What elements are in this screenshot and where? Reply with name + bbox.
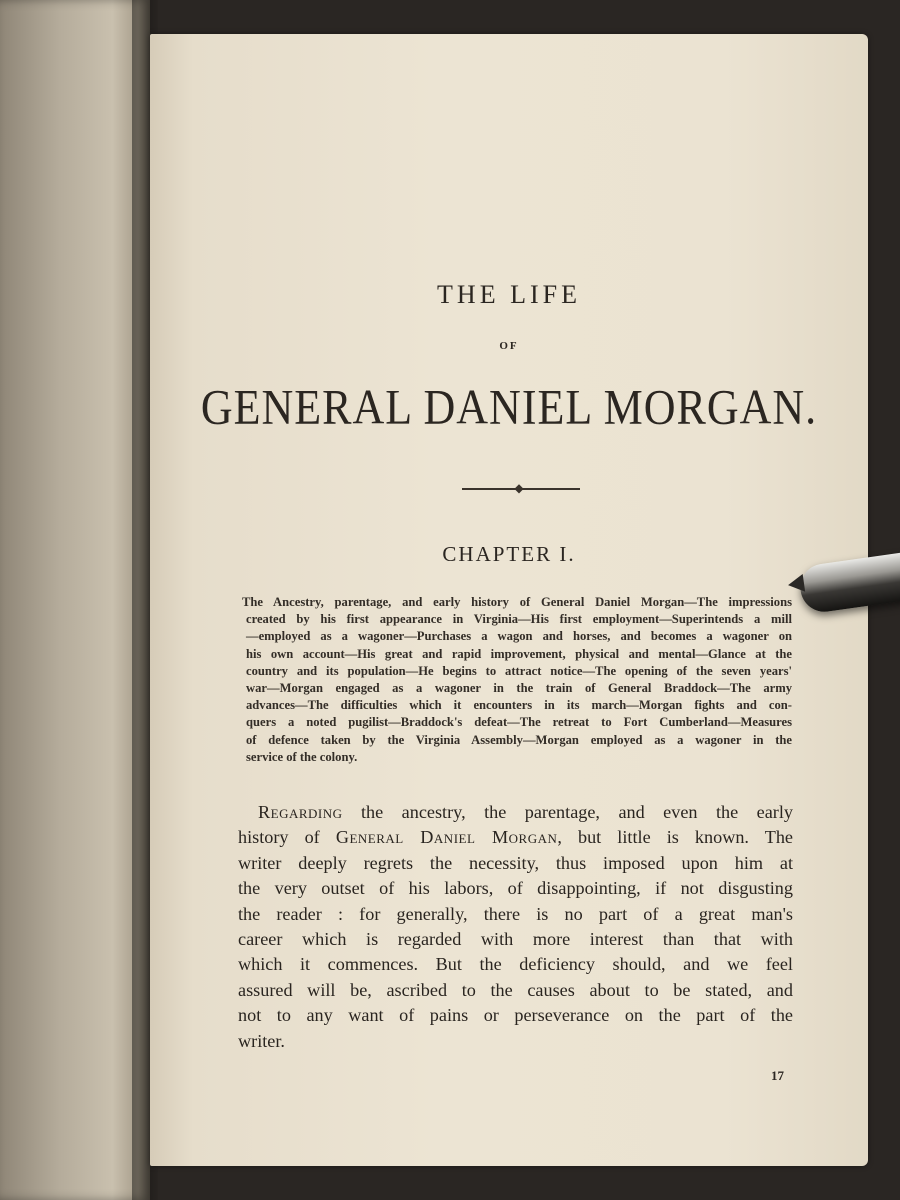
body-line: the very outset of his labors, of disappointing, if not disgusting bbox=[238, 878, 793, 899]
title-line-1: THE LIFE bbox=[437, 280, 581, 309]
summary-line: of defence taken by the Virginia Assembly—Morgan employed as a wagoner in the bbox=[246, 732, 792, 747]
subject-name: General Daniel Morgan bbox=[335, 827, 558, 848]
summary-line: service of the colony. bbox=[246, 749, 358, 764]
title-line-2: GENERAL DANIEL MORGAN. bbox=[200, 380, 818, 435]
ornament-icon: ◆ bbox=[514, 481, 524, 495]
body-line: writer deeply regrets the necessity, thus imposed upon him at bbox=[238, 852, 793, 873]
summary-line: —employed as a wagoner—Purchases a wagon and horses, and becomes a wagoner on bbox=[246, 629, 792, 644]
body-text-fragment: the ancestry, the parentage, and even the early bbox=[342, 802, 793, 822]
body-text-fragment: , but little is known. The bbox=[557, 827, 793, 848]
page-number: 17 bbox=[771, 1068, 784, 1083]
body-line: not to any want of pains or perseverance on the part of the bbox=[238, 1005, 793, 1026]
chapter-heading: CHAPTER I. bbox=[442, 542, 576, 566]
body-line: career which is regarded with more interest than that with bbox=[238, 929, 793, 950]
pen-tip bbox=[787, 574, 805, 594]
body-line: the reader : for generally, there is no part of a great man's bbox=[238, 903, 793, 924]
book-page bbox=[150, 34, 868, 1166]
body-line: which it commences. But the deficiency should, and we feel bbox=[238, 954, 793, 975]
title-of: OF bbox=[499, 340, 519, 352]
left-page-edge bbox=[0, 0, 150, 1200]
summary-line: country and its population—He begins to attract notice—The opening of the seven years' bbox=[246, 663, 792, 678]
body-line: assured will be, ascribed to the causes about to be stated, and bbox=[238, 979, 793, 1000]
body-line: writer. bbox=[238, 1030, 285, 1051]
summary-line: advances—The difficulties which it encounters in its march—Morgan fights and con- bbox=[246, 698, 792, 713]
chapter-summary bbox=[242, 594, 792, 766]
summary-line: created by his first appearance in Virginia—His first employment—Superintends a mill bbox=[246, 612, 792, 627]
summary-line: his own account—His great and rapid improvement, physical and mental—Glance at the bbox=[246, 646, 792, 661]
summary-line: war—Morgan engaged as a wagoner in the train of General Braddock—The army bbox=[246, 681, 792, 696]
opening-word: Regarding bbox=[258, 802, 343, 822]
summary-line: quers a noted pugilist—Braddock's defeat—The retreat to Fort Cumberland—Measures bbox=[246, 715, 792, 730]
summary-line: The Ancestry, parentage, and early history of General Daniel Morgan—The impressions bbox=[242, 595, 792, 609]
body-line bbox=[238, 825, 793, 850]
body-paragraph bbox=[238, 800, 793, 1054]
body-line bbox=[238, 800, 793, 825]
body-text-fragment: history of bbox=[238, 827, 336, 848]
